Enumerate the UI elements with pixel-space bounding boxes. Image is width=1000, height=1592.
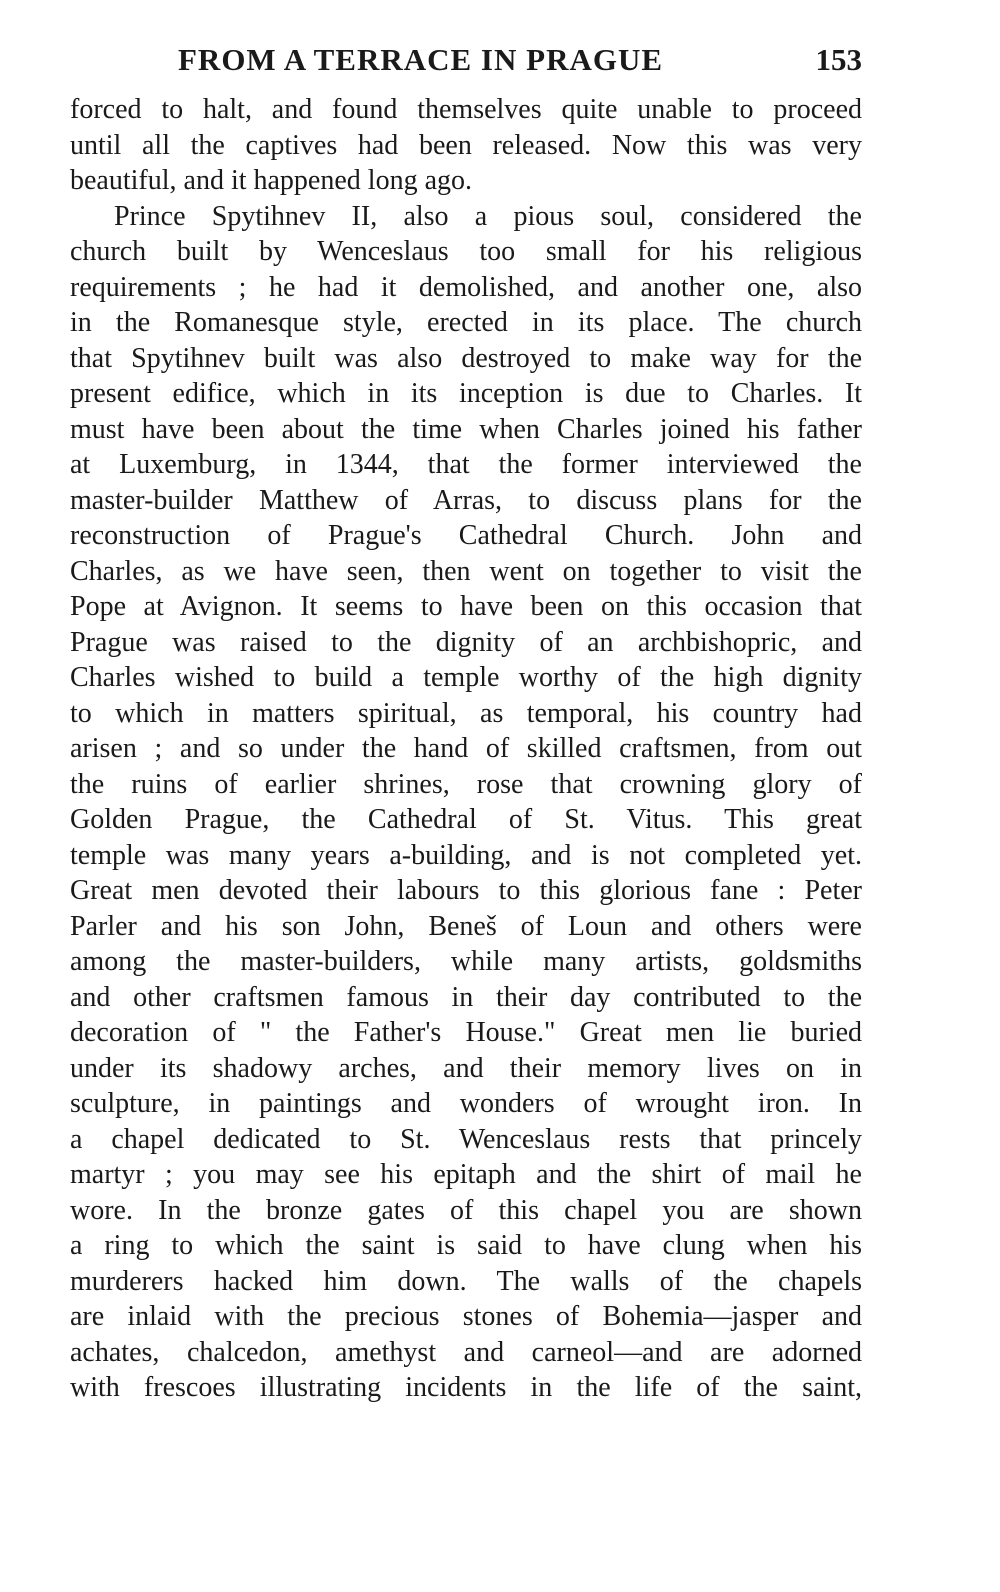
text-line: to which in matters spiritual, as temporal, his country had bbox=[70, 697, 862, 729]
text-line: a chapel dedicated to St. Wenceslaus rests that princely bbox=[70, 1123, 862, 1155]
text-line: Prague was raised to the dignity of an archbishopric, and bbox=[70, 626, 862, 658]
text-line: until all the captives had been released. Now this was very bbox=[70, 129, 862, 161]
text-line: master-builder Matthew of Arras, to discuss plans for the bbox=[70, 484, 862, 516]
paragraph-continued bbox=[70, 92, 862, 199]
text-line: among the master-builders, while many artists, goldsmiths bbox=[70, 946, 862, 977]
text-line: and other craftsmen famous in their day contributed to the bbox=[70, 981, 862, 1013]
text-line: at Luxemburg, in 1344, that the former interviewed the bbox=[70, 449, 862, 480]
text-line: wore. In the bronze gates of this chapel you are shown bbox=[70, 1194, 862, 1226]
text-line: Charles wished to build a temple worthy of the high dignity bbox=[70, 662, 862, 693]
text-line: Parler and his son John, Beneš of Loun and others were bbox=[70, 910, 862, 942]
text-line: temple was many years a-building, and is not completed yet. bbox=[70, 839, 862, 871]
text-line: Prince Spytihnev II, also a pious soul, considered the bbox=[114, 200, 862, 232]
text-line: forced to halt, and found themselves quite unable to proceed bbox=[70, 94, 862, 125]
text-line: the ruins of earlier shrines, rose that crowning glory of bbox=[70, 768, 862, 800]
page-number: 153 bbox=[815, 42, 862, 77]
text-line: that Spytihnev built was also destroyed to make way for the bbox=[70, 342, 862, 374]
paragraph-cathedral bbox=[70, 199, 862, 1406]
text-line: achates, chalcedon, amethyst and carneol—and are adorned bbox=[70, 1336, 862, 1368]
text-line: with frescoes illustrating incidents in the life of the saint, bbox=[70, 1372, 862, 1403]
text-line: martyr ; you may see his epitaph and the shirt of mail he bbox=[70, 1159, 862, 1190]
text-line: Golden Prague, the Cathedral of St. Vitus. This great bbox=[70, 804, 862, 835]
text-line: arisen ; and so under the hand of skilled craftsmen, from out bbox=[70, 733, 862, 764]
text-line: reconstruction of Prague's Cathedral Church. John and bbox=[70, 520, 862, 551]
text-line: Charles, as we have seen, then went on together to visit the bbox=[70, 555, 862, 587]
text-line: Pope at Avignon. It seems to have been on this occasion that bbox=[70, 591, 862, 622]
running-head bbox=[70, 40, 862, 80]
text-line: beautiful, and it happened long ago. bbox=[70, 165, 472, 196]
text-line: requirements ; he had it demolished, and another one, also bbox=[70, 271, 862, 303]
running-title: FROM A TERRACE IN PRAGUE bbox=[178, 42, 664, 77]
text-line: Great men devoted their labours to this glorious fane : Peter bbox=[70, 875, 862, 906]
text-line: a ring to which the saint is said to have clung when his bbox=[70, 1230, 862, 1261]
body-text bbox=[70, 92, 862, 1406]
text-line: decoration of " the Father's House." Great men lie buried bbox=[70, 1017, 862, 1048]
text-line: in the Romanesque style, erected in its place. The church bbox=[70, 307, 862, 338]
text-line: church built by Wenceslaus too small for his religious bbox=[70, 236, 862, 267]
text-line: must have been about the time when Charles joined his father bbox=[70, 413, 862, 445]
text-line: present edifice, which in its inception is due to Charles. It bbox=[70, 378, 862, 409]
text-line: are inlaid with the precious stones of Bohemia—jasper and bbox=[70, 1301, 862, 1332]
text-line: murderers hacked him down. The walls of the chapels bbox=[70, 1265, 862, 1297]
text-line: sculpture, in paintings and wonders of wrought iron. In bbox=[70, 1088, 862, 1119]
text-line: under its shadowy arches, and their memory lives on in bbox=[70, 1052, 862, 1084]
